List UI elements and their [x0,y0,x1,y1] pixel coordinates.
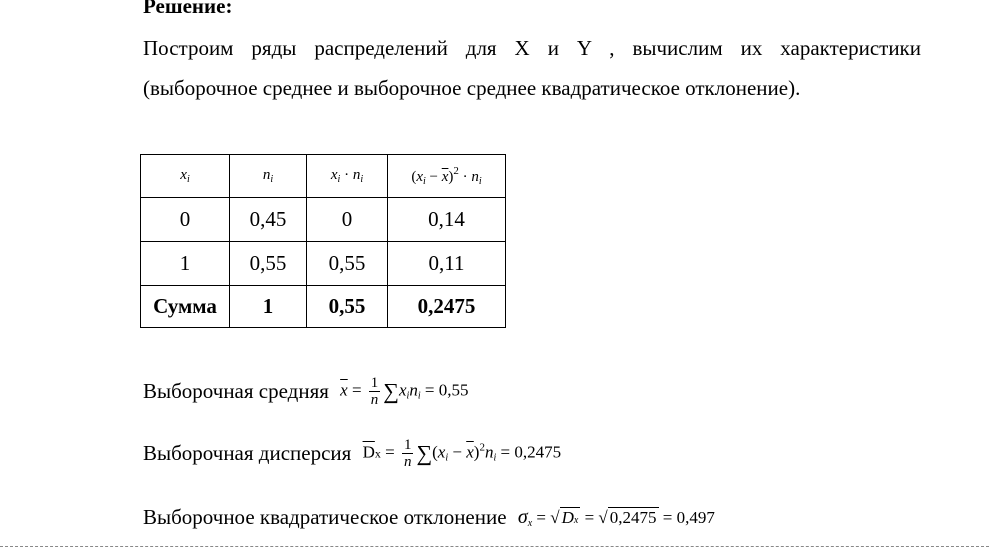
header-ni: $n_i$ [230,155,307,198]
table-total-row [141,286,506,328]
std-label: Выборочное квадратическое отклонение [143,504,507,529]
std-formula: $\sigma_x$ = √ Dx = √ 0,2475 = 0,497 [517,505,715,529]
variance-formula: $\overline{D}x$ = $\frac{1}{n}$ $\sum(x_i - \overline{x})^2n_i = 0,2475$ [362,437,562,470]
page-bottom-divider [0,546,989,547]
variance-value: 0,2475 [514,442,562,462]
mean-formula-line [143,375,468,408]
total-dev: 0,2475 [388,286,506,328]
cell-xn: 0 [307,198,388,242]
std-radicand: 0,2475 [609,507,657,527]
cell-x: 1 [141,242,230,286]
header-xi: $x_i$ [141,155,230,198]
cell-dev: 0,14 [388,198,506,242]
solution-heading: Решение: [143,0,233,18]
intro-line-2: (выборочное среднее и выборочное среднее квадратическое отклонение). [143,76,801,100]
total-xn: 0,55 [307,286,388,328]
table-header-row [141,155,506,198]
variance-label: Выборочная дисперсия [143,441,352,465]
mean-value: 0,55 [438,380,469,400]
std-formula-line [143,503,715,530]
cell-xn: 0,55 [307,242,388,286]
header-deviation: $(x_i - \overline{x})^2 \cdot n_i$ [388,155,506,198]
cell-x: 0 [141,198,230,242]
total-n: 1 [230,286,307,328]
mean-label: Выборочная средняя [143,379,329,403]
cell-n: 0,45 [230,198,307,242]
variance-formula-line [143,437,561,470]
mean-formula: $\overline{x}$ = $\frac{1}{n}$ $\sum x_in_i = 0,55$ [340,375,469,408]
table-row [141,242,506,286]
distribution-table [140,154,506,328]
std-value: 0,497 [676,507,715,527]
header-xi-ni: $x_i \cdot n_i$ [307,155,388,198]
cell-dev: 0,11 [388,242,506,286]
cell-n: 0,55 [230,242,307,286]
intro-line-1: Построим ряды распределений для X и Y , вычислим их характеристики [143,36,921,60]
total-label: Сумма [141,286,230,328]
table-row [141,198,506,242]
